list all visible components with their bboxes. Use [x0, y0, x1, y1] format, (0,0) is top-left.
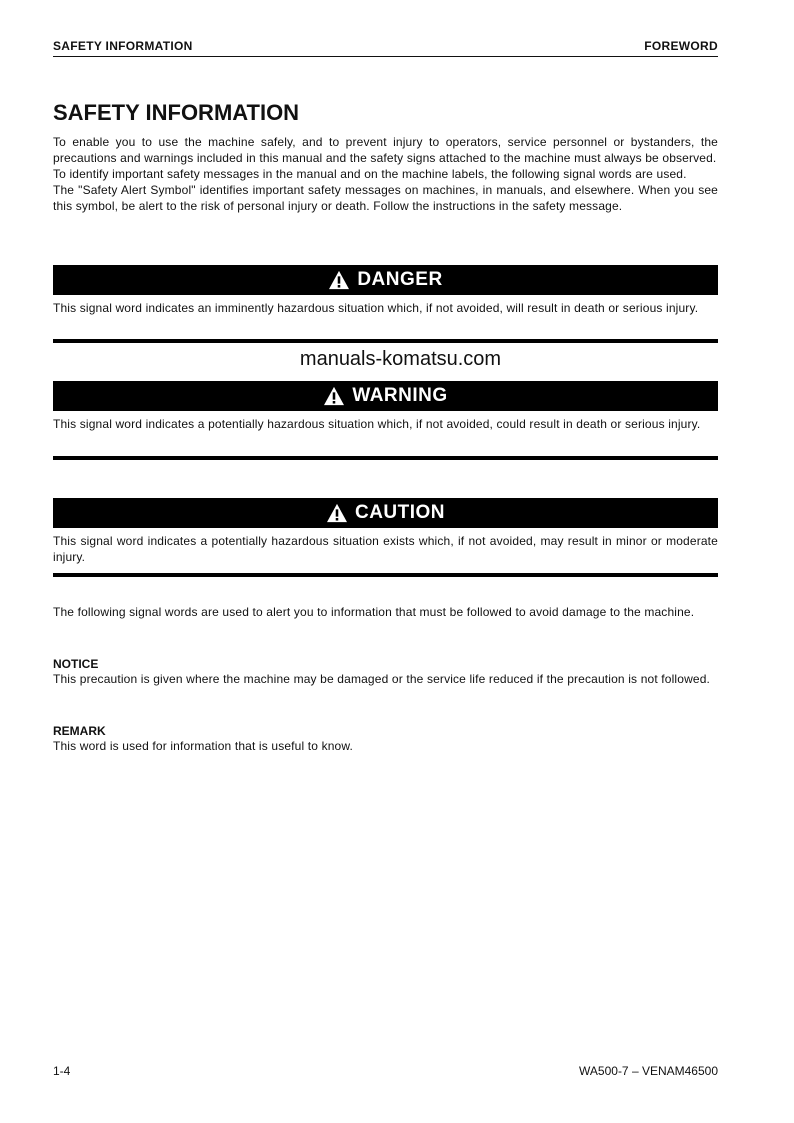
remark-description: This word is used for information that is useful to know. — [53, 739, 354, 753]
danger-rule — [53, 339, 718, 343]
caution-rule — [53, 573, 718, 577]
watermark-text: manuals-komatsu.com — [299, 348, 502, 370]
caution-signal-bar — [53, 498, 718, 528]
remark-label: REMARK — [53, 724, 106, 738]
header-chapter-name: FOREWORD — [644, 39, 718, 53]
safety-alert-icon — [323, 386, 345, 406]
page-number: 1-4 — [53, 1064, 71, 1078]
damage-intro-paragraph: The following signal words are used to alert you to information that must be followed to avoid damage to the machine. — [53, 605, 695, 619]
document-code: WA500-7 – VENAM46500 — [579, 1064, 718, 1078]
page-title: SAFETY INFORMATION — [53, 100, 300, 125]
danger-label: DANGER — [357, 269, 443, 290]
caution-description: This signal word indicates a potentially hazardous situation exists which, if not avoided, may result in minor or moderate injury. — [53, 534, 718, 564]
safety-alert-icon — [326, 503, 348, 523]
danger-description: This signal word indicates an imminently hazardous situation which, if not avoided, will result in death or serious injury. — [53, 301, 699, 315]
safety-alert-icon — [328, 270, 350, 290]
header-section-name: SAFETY INFORMATION — [53, 39, 193, 53]
intro-paragraph-1: To enable you to use the machine safely, and to prevent injury to operators, service personnel or bystanders, the precautions and warnings included in this manual and the safety signs attached to the machine must always be observed. — [53, 135, 718, 165]
notice-label: NOTICE — [53, 657, 99, 671]
intro-paragraph-2: To identify important safety messages in the manual and on the machine labels, the following signal words are used. — [53, 167, 687, 181]
warning-signal-bar — [53, 381, 718, 411]
running-header — [53, 38, 718, 57]
danger-signal-bar — [53, 265, 718, 295]
warning-description: This signal word indicates a potentially hazardous situation which, if not avoided, could result in death or serious injury. — [53, 417, 701, 431]
notice-description: This precaution is given where the machine may be damaged or the service life reduced if the precaution is not followed. — [53, 672, 711, 686]
intro-paragraph-3: The "Safety Alert Symbol" identifies important safety messages on machines, in manuals, and elsewhere. When you see this symbol, be alert to the risk of personal injury or death. Follow the instructions in the safety message. — [53, 183, 718, 213]
intro-section — [53, 134, 718, 214]
warning-label: WARNING — [352, 385, 448, 406]
manual-page — [53, 0, 718, 1123]
caution-label: CAUTION — [354, 502, 446, 523]
warning-rule — [53, 456, 718, 460]
